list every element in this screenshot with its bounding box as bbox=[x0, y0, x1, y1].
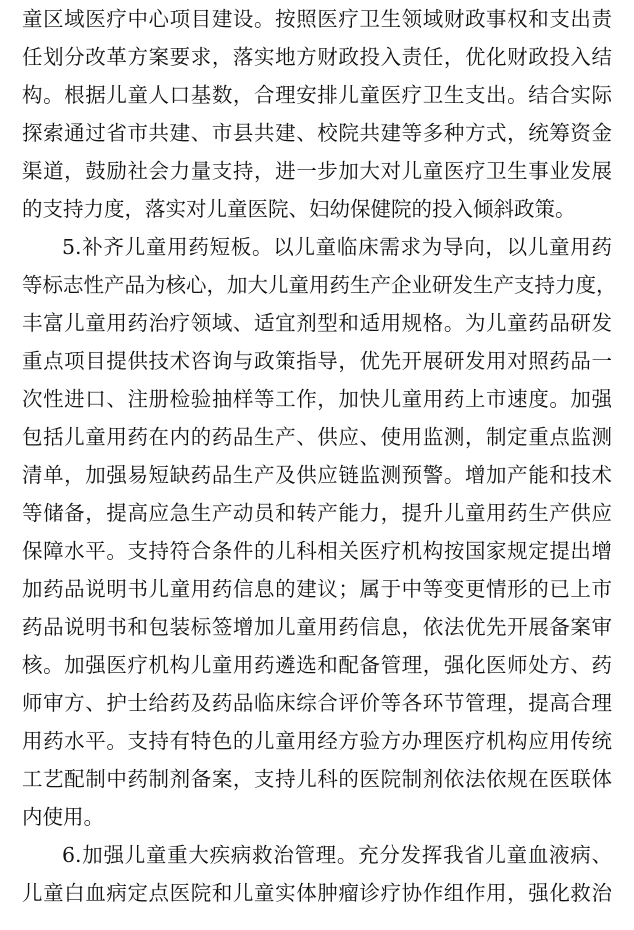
text-line: 清单，加强易短缺药品生产及供应链监测预警。增加产能和技术 bbox=[22, 463, 612, 487]
section-heading-line: 6.加强儿童重大疾病救治管理。充分发挥我省儿童血液病、 bbox=[62, 843, 612, 867]
text-line: 重点项目提供技术咨询与政策指导，优先开展研发用对照药品一 bbox=[22, 349, 612, 373]
text-line: 内使用。 bbox=[22, 805, 104, 829]
text-line: 探索通过省市共建、市县共建、校院共建等多种方式，统筹资金 bbox=[22, 121, 612, 145]
text-line: 任划分改革方案要求，落实地方财政投入责任，优化财政投入结 bbox=[22, 45, 612, 69]
text-line: 工艺配制中药制剂备案，支持儿科的医院制剂依法依规在医联体 bbox=[22, 767, 612, 791]
text-line: 用药水平。支持有特色的儿童用经方验方办理医疗机构应用传统 bbox=[22, 729, 612, 753]
text-line: 药品说明书和包装标签增加儿童用药信息，依法优先开展备案审 bbox=[22, 615, 612, 639]
text-line: 保障水平。支持符合条件的儿科相关医疗机构按国家规定提出增 bbox=[22, 539, 612, 563]
text-line: 童区域医疗中心项目建设。按照医疗卫生领域财政事权和支出责 bbox=[22, 7, 612, 31]
text-line: 加药品说明书儿童用药信息的建议；属于中等变更情形的已上市 bbox=[22, 577, 612, 601]
text-line: 次性进口、注册检验抽样等工作，加快儿童用药上市速度。加强 bbox=[22, 387, 612, 411]
text-line: 包括儿童用药在内的药品生产、供应、使用监测，制定重点监测 bbox=[22, 425, 612, 449]
text-line: 构。根据儿童人口基数，合理安排儿童医疗卫生支出。结合实际 bbox=[22, 83, 612, 107]
section-heading-line: 5.补齐儿童用药短板。以儿童临床需求为导向，以儿童用药 bbox=[62, 235, 612, 259]
text-line: 等储备，提高应急生产动员和转产能力，提升儿童用药生产供应 bbox=[22, 501, 612, 525]
text-line: 的支持力度，落实对儿童医院、妇幼保健院的投入倾斜政策。 bbox=[22, 197, 576, 221]
text-line: 等标志性产品为核心，加大儿童用药生产企业研发生产支持力度， bbox=[22, 273, 617, 297]
text-line: 儿童白血病定点医院和儿童实体肿瘤诊疗协作组作用，强化救治 bbox=[22, 881, 612, 905]
text-line: 渠道，鼓励社会力量支持，进一步加大对儿童医疗卫生事业发展 bbox=[22, 159, 612, 183]
text-line: 丰富儿童用药治疗领域、适宜剂型和适用规格。为儿童药品研发 bbox=[22, 311, 612, 335]
text-line: 核。加强医疗机构儿童用药遴选和配备管理，强化医师处方、药 bbox=[22, 653, 612, 677]
text-line: 师审方、护士给药及药品临床综合评价等各环节管理，提高合理 bbox=[22, 691, 612, 715]
